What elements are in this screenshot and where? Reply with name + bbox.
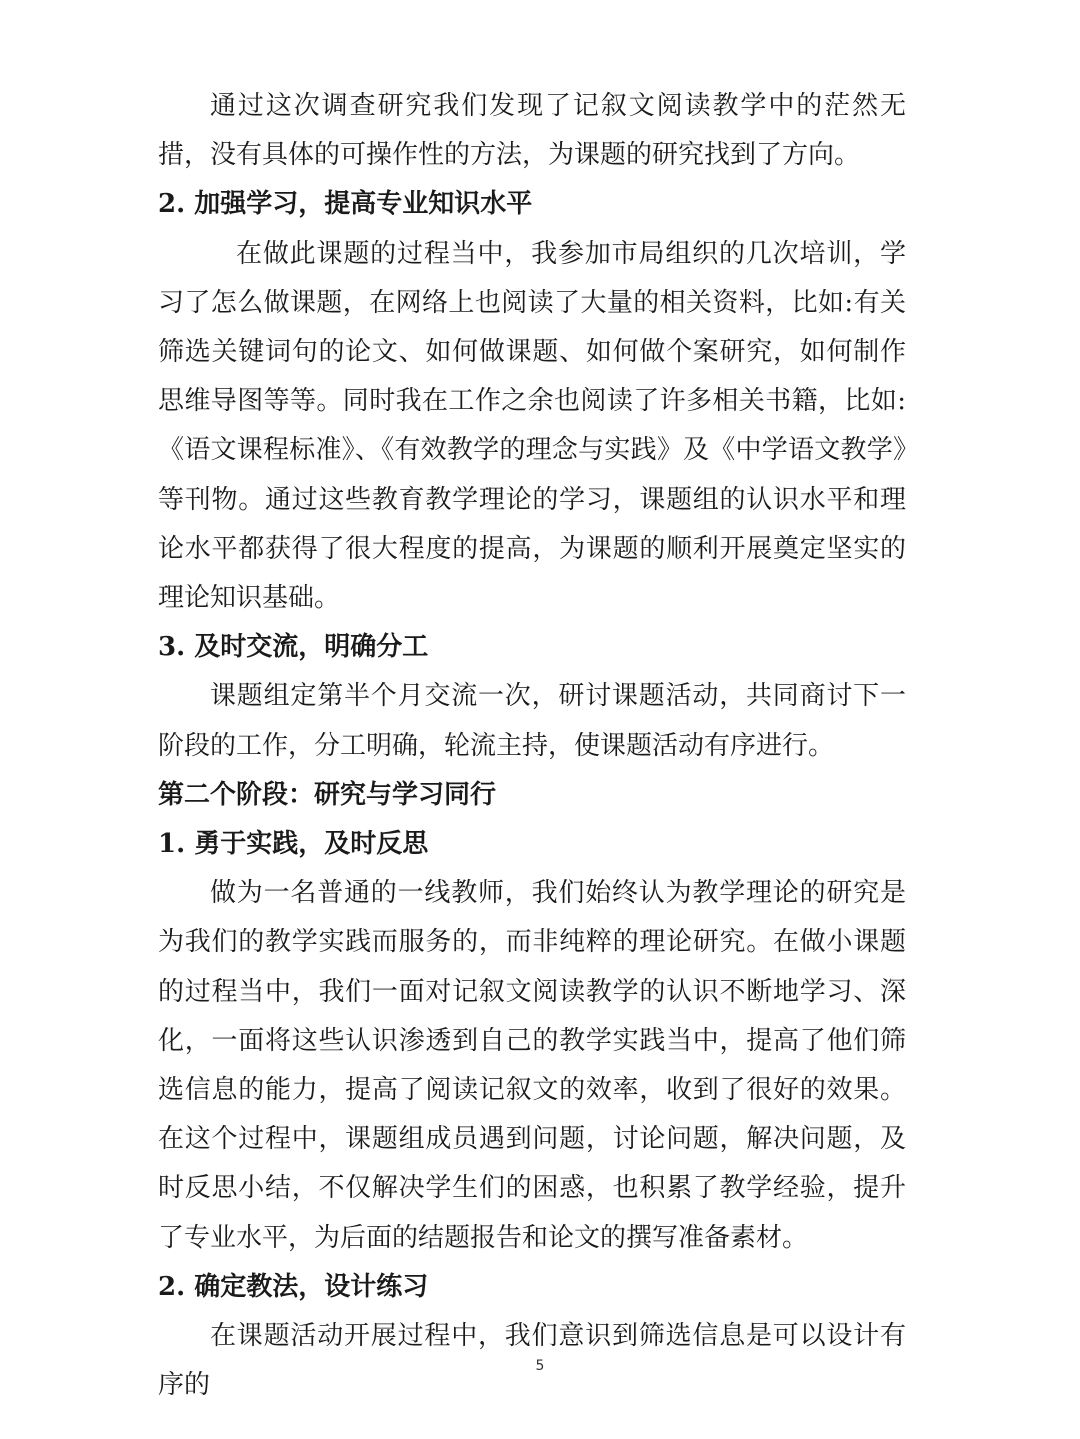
document-body	[158, 82, 906, 1410]
paragraph-survey-findings: 通过这次调查研究我们发现了记叙文阅读教学中的茫然无措，没有具体的可操作性的方法，为课题的研究找到了方向。	[158, 91, 906, 171]
paragraph-teaching-method: 在课题活动开展过程中，我们意识到筛选信息是可以设计有序的	[158, 1321, 906, 1401]
heading-practice: 1. 勇于实践，及时反思	[158, 829, 429, 860]
heading-strengthen-learning: 2. 加强学习，提高专业知识水平	[158, 189, 533, 220]
heading-teaching-method: 2. 确定教法，设计练习	[158, 1271, 429, 1302]
heading-second-stage: 第二个阶段：研究与学习同行	[158, 779, 497, 810]
paragraph-training: 在做此课题的过程当中，我参加市局组织的几次培训，学习了怎么做课题，在网络上也阅读了大量的相关资料，比如:有关筛选关键词句的论文、如何做课题、如何做个案研究，如何制作思维导图等等。同时我在工作之余也阅读了许多相关书籍，比如:《语文课程标准》、《有效教学的理念与实践》及《中学语文教学》等刊物。通过这些教育教学理论的学习，课题组的认识水平和理论水平都获得了很大程度的提高，为课题的顺利开展奠定坚实的理论知识基础。	[158, 238, 906, 614]
page-number: 5	[535, 1358, 545, 1374]
heading-communication: 3. 及时交流，明确分工	[158, 632, 429, 663]
paragraph-practice: 做为一名普通的一线教师，我们始终认为教学理论的研究是为我们的教学实践而服务的，而非纯粹的理论研究。在做小课题的过程当中，我们一面对记叙文阅读教学的认识不断地学习、深化，一面将这些认识渗透到自己的教学实践当中，提高了他们筛选信息的能力，提高了阅读记叙文的效率，收到了很好的效果。在这个过程中，课题组成员遇到问题，讨论问题，解决问题，及时反思小结，不仅解决学生们的困惑，也积累了教学经验，提升了专业水平，为后面的结题报告和论文的撰写准备素材。	[158, 878, 906, 1253]
paragraph-communication: 课题组定第半个月交流一次，研讨课题活动，共同商讨下一阶段的工作，分工明确，轮流主持，使课题活动有序进行。	[158, 681, 906, 761]
